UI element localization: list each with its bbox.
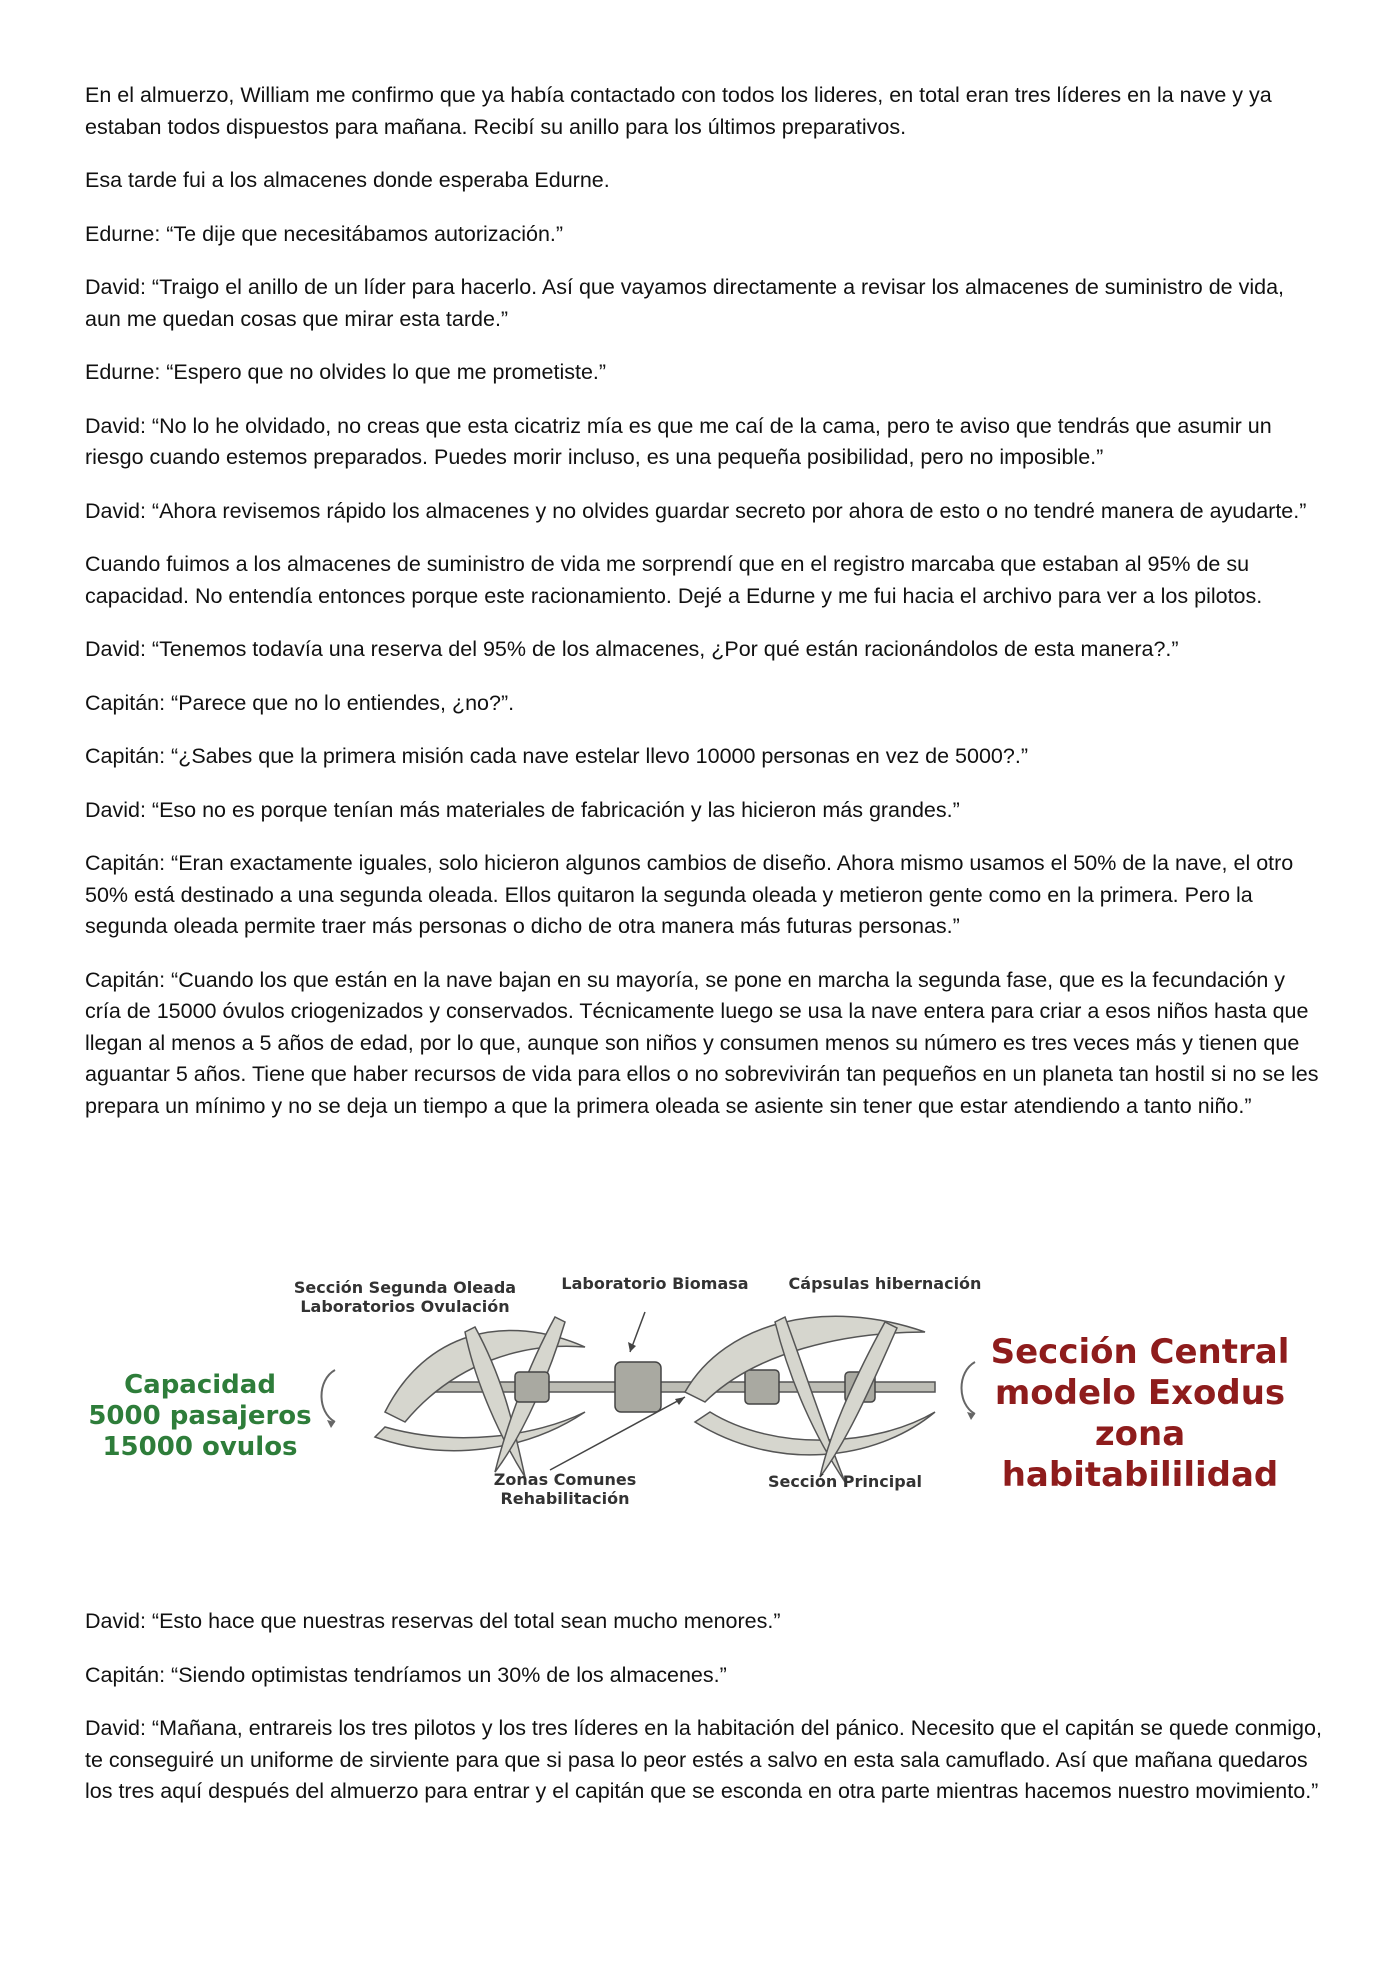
paragraph: Capitán: “¿Sabes que la primera misión cada nave estelar llevo 10000 personas en vez de 5000?.” bbox=[85, 744, 1028, 768]
label-second-wave bbox=[285, 1278, 525, 1316]
label-hibernation: Cápsulas hibernación bbox=[788, 1274, 982, 1293]
paragraph: Capitán: “Eran exactamente iguales, solo hicieron algunos cambios de diseño. Ahora mismo usamos el 50% de la nave, el otro 50% está destinado a una segunda oleada. Ellos quitaron la segunda oleada y metieron gente como en la primera. Pero la segunda oleada permite traer más personas o dicho de otra manera más futuras personas.” bbox=[85, 851, 1294, 938]
label-line: Sección Segunda Oleada bbox=[293, 1278, 517, 1297]
section-caption bbox=[955, 1332, 1325, 1496]
rotation-arrow-left-icon bbox=[322, 1370, 336, 1422]
paragraph: Capitán: “Cuando los que están en la nave bajan en su mayoría, se pone en marcha la segunda fase, que es la fecundación y cría de 15000 óvulos criogenizados y conservados. Técnicamente luego se usa la nave entera para criar a esos niños hasta que llegan al menos a 5 años de edad, por lo que, aunque son niños y consumen menos su número es tres veces más y tienen que aguantar 5 años. Tiene que haber recursos de vida para ellos o no sobrevivirán tan pequeños en un planeta tan hostil si no se les prepara un mínimo y no se deja un tiempo a que la primera oleada se asiente sin tener que estar atendiendo a tanto niño.” bbox=[85, 967, 1319, 1118]
paragraph: Edurne: “Espero que no olvides lo que me prometiste.” bbox=[85, 360, 607, 384]
paragraph: David: “Ahora revisemos rápido los almacenes y no olvides guardar secreto por ahora de esto o no tendré manera de ayudarte.” bbox=[85, 498, 1307, 523]
label-line: Laboratorios Ovulación bbox=[300, 1297, 510, 1316]
story-text-top bbox=[85, 80, 1325, 1144]
label-biomass: Laboratorio Biomasa bbox=[561, 1274, 749, 1293]
paragraph: David: “Tenemos todavía una reserva del 95% de los almacenes, ¿Por qué están racionándolos de esta manera?.” bbox=[85, 637, 1179, 661]
paragraph: David: “No lo he olvidado, no creas que esta cicatriz mía es que me caí de la cama, pero te aviso que tendrás que asumir un riesgo cuando estemos preparados. Puedes morir incluso, es una pequeña posibilidad, pero no imposible.” bbox=[85, 413, 1272, 469]
section-line: Sección Central bbox=[990, 1332, 1290, 1372]
paragraph: Cuando fuimos a los almacenes de suministro de vida me sorprendí que en el registro marcaba que estaban al 95% de su capacidad. No entendía entonces porque este racionamiento. Dejé a Edurne y me fui hacia el archivo para ver a los pilotos. bbox=[85, 552, 1263, 608]
capacity-caption bbox=[85, 1370, 315, 1463]
section-line: modelo Exodus bbox=[994, 1373, 1286, 1413]
paragraph: Capitán: “Parece que no lo entiendes, ¿no?”. bbox=[85, 690, 515, 715]
paragraph: David: “Mañana, entrareis los tres pilotos y los tres líderes en la habitación del pánico. Necesito que el capitán se quede conmigo, te conseguiré un uniforme de sirviente para que si pasa lo peor estés a salvo en esta sala camuflado. Así que mañana quedaros los tres aquí después del almuerzo para entrar y el capitán que se esconda en otra parte mientras hacemos nuestro movimiento.” bbox=[85, 1716, 1322, 1803]
paragraph: Capitán: “Siendo optimistas tendríamos un 30% de los almacenes.” bbox=[85, 1662, 727, 1687]
paragraph: Esa tarde fui a los almacenes donde esperaba Edurne. bbox=[85, 168, 610, 192]
capacity-line: 5000 pasajeros bbox=[88, 1401, 312, 1431]
label-line: Zonas Comunes bbox=[493, 1470, 637, 1489]
paragraph: En el almuerzo, William me confirmo que ya había contactado con todos los lideres, en total eran tres líderes en la nave y ya estaban todos dispuestos para mañana. Recibí su anillo para los últimos preparativos. bbox=[85, 83, 1272, 139]
label-line: Rehabilitación bbox=[500, 1489, 630, 1508]
right-ring bbox=[685, 1316, 935, 1482]
story-text-bottom bbox=[85, 1606, 1325, 1830]
capacity-line: 15000 ovulos bbox=[102, 1432, 298, 1462]
label-main-section: Sección Principal bbox=[768, 1472, 922, 1491]
paragraph: Edurne: “Te dije que necesitábamos autorización.” bbox=[85, 221, 564, 246]
exodus-ship-figure bbox=[85, 1262, 1325, 1522]
paragraph: David: “Traigo el anillo de un líder para hacerlo. Así que vayamos directamente a revisar los almacenes de suministro de vida, aun me quedan cosas que mirar esta tarde.” bbox=[85, 275, 1285, 331]
label-common-zones bbox=[465, 1470, 665, 1508]
section-line: zona habitabililidad bbox=[1001, 1414, 1279, 1495]
paragraph: David: “Eso no es porque tenían más materiales de fabricación y las hicieron más grandes.” bbox=[85, 797, 960, 822]
left-ring bbox=[375, 1317, 585, 1477]
capacity-line: Capacidad bbox=[124, 1370, 276, 1400]
paragraph: David: “Esto hace que nuestras reservas del total sean mucho menores.” bbox=[85, 1609, 781, 1633]
